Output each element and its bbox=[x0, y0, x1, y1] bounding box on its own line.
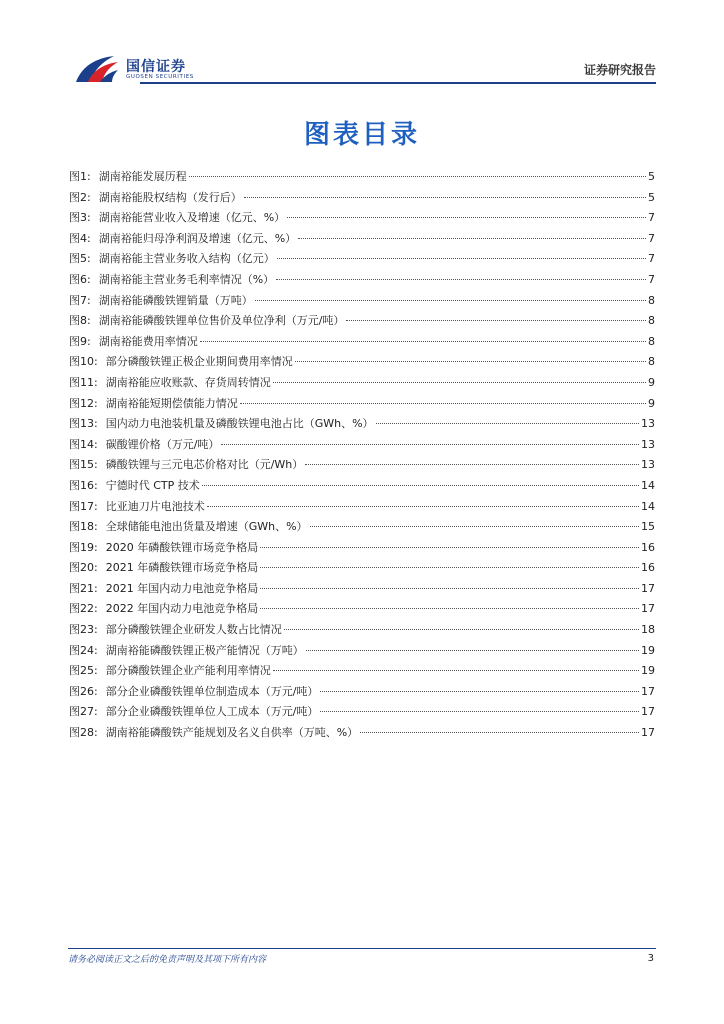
toc-entry-page: 16 bbox=[641, 561, 655, 575]
toc-entry-title: 部分磷酸铁锂企业产能利用率情况 bbox=[105, 664, 271, 678]
toc-entry[interactable] bbox=[69, 271, 655, 292]
toc-entry[interactable] bbox=[69, 209, 655, 230]
toc-entry-title: 湖南裕能短期偿债能力情况 bbox=[105, 396, 238, 410]
toc-leader-dots bbox=[189, 176, 646, 177]
toc-leader-dots bbox=[277, 258, 646, 259]
toc-entry-page: 17 bbox=[641, 684, 655, 698]
toc-entry[interactable] bbox=[69, 518, 655, 539]
toc-entry-title: 碳酸锂价格（万元/吨） bbox=[105, 437, 220, 451]
toc-entry-title: 湖南裕能磷酸铁锂销量（万吨） bbox=[98, 293, 253, 307]
toc-leader-dots bbox=[273, 382, 646, 383]
toc-leader-dots bbox=[207, 506, 639, 507]
toc-entry-number: 图24: bbox=[69, 643, 98, 657]
toc-leader-dots bbox=[276, 279, 646, 280]
toc-entry[interactable] bbox=[69, 230, 655, 251]
toc-entry-number: 图14: bbox=[69, 437, 98, 451]
toc-leader-dots bbox=[320, 691, 639, 692]
toc-leader-dots bbox=[260, 567, 639, 568]
toc-entry-number: 图3: bbox=[69, 211, 91, 225]
toc-entry-number: 图19: bbox=[69, 540, 98, 554]
toc-entry-number: 图26: bbox=[69, 684, 98, 698]
toc-leader-dots bbox=[260, 588, 639, 589]
toc-entry[interactable] bbox=[69, 642, 655, 663]
toc-entry-title: 湖南裕能股权结构（发行后） bbox=[98, 190, 242, 204]
toc-entry-page: 19 bbox=[641, 664, 655, 678]
toc-entry-number: 图10: bbox=[69, 355, 98, 369]
toc-entry-page: 7 bbox=[648, 231, 655, 245]
toc-entry-page: 15 bbox=[641, 520, 655, 534]
toc-leader-dots bbox=[287, 217, 646, 218]
toc-entry-number: 图21: bbox=[69, 581, 98, 595]
toc-entry-number: 图13: bbox=[69, 417, 98, 431]
toc-entry-title: 部分磷酸铁锂正极企业期间费用率情况 bbox=[105, 355, 293, 369]
toc-entry-page: 9 bbox=[648, 396, 655, 410]
toc-entry[interactable] bbox=[69, 168, 655, 189]
toc-leader-dots bbox=[306, 650, 639, 651]
toc-leader-dots bbox=[273, 670, 639, 671]
toc-entry-page: 7 bbox=[648, 211, 655, 225]
toc-entry-title: 部分磷酸铁锂企业研发人数占比情况 bbox=[105, 623, 282, 637]
toc-entry-title: 宁德时代 CTP 技术 bbox=[105, 478, 200, 492]
toc-leader-dots bbox=[376, 423, 639, 424]
toc-entry[interactable] bbox=[69, 415, 655, 436]
toc-leader-dots bbox=[240, 403, 646, 404]
toc-leader-dots bbox=[244, 197, 646, 198]
toc-entry-number: 图9: bbox=[69, 334, 91, 348]
figure-toc-list bbox=[69, 168, 655, 745]
toc-entry-page: 8 bbox=[648, 314, 655, 328]
toc-entry-number: 图16: bbox=[69, 478, 98, 492]
toc-entry-title: 湖南裕能发展历程 bbox=[98, 170, 187, 183]
toc-entry-title: 湖南裕能主营业务收入结构（亿元） bbox=[98, 252, 275, 266]
toc-entry-number: 图5: bbox=[69, 252, 91, 266]
toc-entry-number: 图8: bbox=[69, 314, 91, 328]
header-divider bbox=[140, 82, 656, 84]
toc-entry-title: 2021 年国内动力电池竞争格局 bbox=[105, 581, 259, 595]
toc-entry-number: 图7: bbox=[69, 293, 91, 307]
toc-entry[interactable] bbox=[69, 703, 655, 724]
toc-entry-page: 5 bbox=[648, 190, 655, 204]
toc-entry-page: 17 bbox=[641, 705, 655, 719]
toc-entry-page: 13 bbox=[641, 458, 655, 472]
toc-entry-number: 图15: bbox=[69, 458, 98, 472]
toc-entry-page: 13 bbox=[641, 437, 655, 451]
toc-entry-title: 2020 年磷酸铁锂市场竞争格局 bbox=[105, 540, 259, 554]
toc-entry-title: 比亚迪刀片电池技术 bbox=[105, 499, 205, 513]
toc-entry-title: 磷酸铁锂与三元电芯价格对比（元/Wh） bbox=[105, 458, 304, 472]
toc-entry-title: 国内动力电池装机量及磷酸铁锂电池占比（GWh、%） bbox=[105, 417, 374, 431]
page-number: 3 bbox=[647, 953, 654, 964]
toc-leader-dots bbox=[260, 608, 639, 609]
toc-entry-page: 8 bbox=[648, 334, 655, 348]
toc-entry-number: 图27: bbox=[69, 705, 98, 719]
page-title: 图表目录 bbox=[303, 120, 420, 150]
toc-entry-page: 8 bbox=[648, 293, 655, 307]
toc-entry-page: 17 bbox=[641, 726, 655, 740]
toc-entry-page: 7 bbox=[648, 272, 655, 286]
toc-entry[interactable] bbox=[69, 621, 655, 642]
toc-entry-page: 5 bbox=[648, 170, 655, 183]
toc-entry[interactable] bbox=[69, 456, 655, 477]
footer-divider bbox=[68, 948, 656, 949]
toc-entry-title: 部分企业磷酸铁锂单位制造成本（万元/吨） bbox=[105, 684, 319, 698]
report-type-label: 证券研究报告 bbox=[583, 63, 656, 77]
toc-entry-page: 14 bbox=[641, 478, 655, 492]
toc-entry[interactable] bbox=[69, 312, 655, 333]
toc-entry-number: 图1: bbox=[69, 170, 91, 183]
toc-entry-title: 湖南裕能应收账款、存货周转情况 bbox=[105, 375, 271, 389]
toc-entry-title: 部分企业磷酸铁锂单位人工成本（万元/吨） bbox=[105, 705, 319, 719]
toc-entry-page: 14 bbox=[641, 499, 655, 513]
toc-entry[interactable] bbox=[69, 353, 655, 374]
page-header bbox=[0, 0, 724, 90]
toc-entry-title: 湖南裕能磷酸铁锂正极产能情况（万吨） bbox=[105, 643, 304, 657]
toc-leader-dots bbox=[255, 300, 646, 301]
toc-entry-number: 图11: bbox=[69, 375, 98, 389]
toc-leader-dots bbox=[305, 464, 639, 465]
toc-leader-dots bbox=[221, 444, 639, 445]
toc-entry-title: 湖南裕能营业收入及增速（亿元、%） bbox=[98, 211, 286, 225]
guosen-logo-icon bbox=[74, 52, 120, 86]
toc-entry[interactable] bbox=[69, 436, 655, 457]
toc-leader-dots bbox=[320, 711, 639, 712]
toc-entry-page: 16 bbox=[641, 540, 655, 554]
toc-entry[interactable] bbox=[69, 683, 655, 704]
toc-leader-dots bbox=[260, 547, 639, 548]
toc-entry[interactable] bbox=[69, 539, 655, 560]
toc-entry-title: 2022 年国内动力电池竞争格局 bbox=[105, 602, 259, 616]
toc-entry-title: 湖南裕能磷酸铁产能规划及名义自供率（万吨、%） bbox=[105, 726, 359, 740]
toc-entry-number: 图28: bbox=[69, 726, 98, 740]
toc-entry-page: 17 bbox=[641, 581, 655, 595]
toc-entry[interactable] bbox=[69, 333, 655, 354]
toc-entry[interactable] bbox=[69, 250, 655, 271]
guosen-logo bbox=[74, 52, 214, 86]
toc-entry-number: 图6: bbox=[69, 272, 91, 286]
toc-entry-page: 7 bbox=[648, 252, 655, 266]
toc-entry[interactable] bbox=[69, 559, 655, 580]
toc-leader-dots bbox=[200, 341, 646, 342]
toc-entry-number: 图23: bbox=[69, 623, 98, 637]
toc-leader-dots bbox=[360, 732, 639, 733]
toc-entry[interactable] bbox=[69, 292, 655, 313]
toc-entry-number: 图4: bbox=[69, 231, 91, 245]
toc-entry[interactable] bbox=[69, 498, 655, 519]
toc-entry-title: 全球储能电池出货量及增速（GWh、%） bbox=[105, 520, 308, 534]
toc-leader-dots bbox=[310, 526, 639, 527]
toc-entry-page: 9 bbox=[648, 375, 655, 389]
brand-name-en: GUOSEN SECURITIES bbox=[126, 74, 194, 80]
toc-entry-page: 19 bbox=[641, 643, 655, 657]
toc-entry-number: 图20: bbox=[69, 561, 98, 575]
toc-entry[interactable] bbox=[69, 662, 655, 683]
toc-entry[interactable] bbox=[69, 600, 655, 621]
brand-name-cn: 国信证券 bbox=[126, 59, 186, 75]
toc-entry-number: 图17: bbox=[69, 499, 98, 513]
toc-leader-dots bbox=[346, 320, 646, 321]
toc-entry[interactable] bbox=[69, 395, 655, 416]
toc-entry-title: 2021 年磷酸铁锂市场竞争格局 bbox=[105, 561, 259, 575]
toc-entry-page: 13 bbox=[641, 417, 655, 431]
toc-entry-number: 图12: bbox=[69, 396, 98, 410]
toc-entry-number: 图2: bbox=[69, 190, 91, 204]
toc-entry[interactable] bbox=[69, 374, 655, 395]
toc-entry-number: 图25: bbox=[69, 664, 98, 678]
toc-entry[interactable] bbox=[69, 580, 655, 601]
toc-entry-page: 17 bbox=[641, 602, 655, 616]
toc-entry-page: 18 bbox=[641, 623, 655, 637]
toc-entry[interactable] bbox=[69, 724, 655, 745]
toc-entry-title: 湖南裕能费用率情况 bbox=[98, 334, 198, 348]
toc-entry-page: 8 bbox=[648, 355, 655, 369]
toc-entry-title: 湖南裕能磷酸铁锂单位售价及单位净利（万元/吨） bbox=[98, 314, 345, 328]
toc-leader-dots bbox=[202, 485, 639, 486]
toc-leader-dots bbox=[295, 361, 646, 362]
toc-entry[interactable] bbox=[69, 189, 655, 210]
toc-leader-dots bbox=[284, 629, 639, 630]
toc-entry-number: 图18: bbox=[69, 520, 98, 534]
toc-entry-title: 湖南裕能归母净利润及增速（亿元、%） bbox=[98, 231, 297, 245]
toc-entry[interactable] bbox=[69, 477, 655, 498]
toc-entry-title: 湖南裕能主营业务毛利率情况（%） bbox=[98, 272, 275, 286]
toc-entry-number: 图22: bbox=[69, 602, 98, 616]
toc-leader-dots bbox=[298, 238, 646, 239]
disclaimer-note: 请务必阅读正文之后的免责声明及其项下所有内容 bbox=[68, 955, 267, 965]
